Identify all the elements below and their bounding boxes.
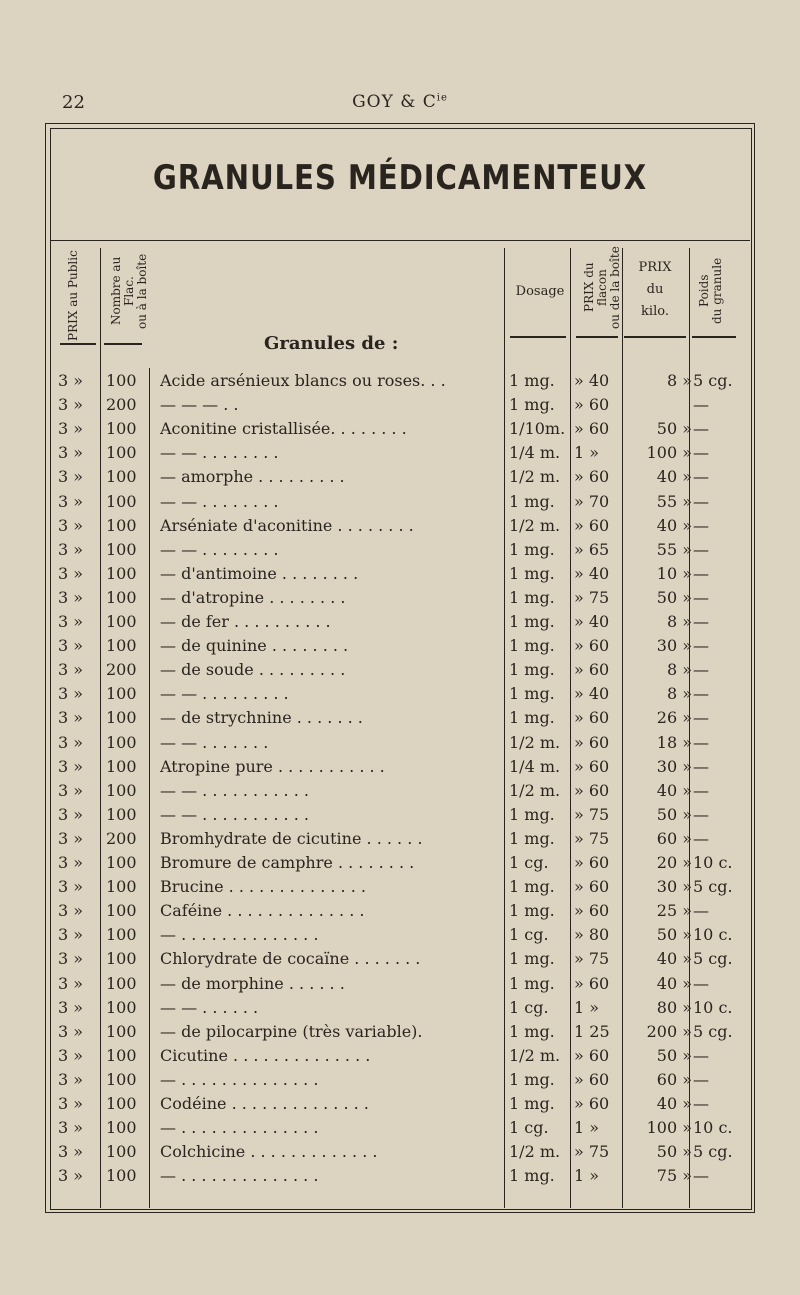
row-granule-name: Bromhydrate de cicutine . . . . . . (160, 828, 423, 848)
row-prix-public: 3 » (58, 491, 84, 511)
table-row (50, 489, 750, 513)
row-nombre: 100 (106, 1069, 137, 1089)
row-poids: 5 cg. (693, 371, 733, 390)
row-poids: — (693, 515, 709, 535)
row-prix-public: 3 » (58, 973, 84, 993)
row-prix-kilo: 30 » (656, 636, 692, 656)
row-nombre: 100 (106, 804, 137, 824)
row-prix-kilo: 18 » (656, 732, 692, 752)
row-nombre: 100 (106, 491, 137, 511)
row-prix-flacon: » 75 (574, 587, 610, 607)
row-prix-flacon: » 60 (574, 1094, 610, 1113)
header-underline (104, 343, 142, 345)
row-prix-flacon: » 60 (574, 419, 610, 439)
row-granule-name: — — . . . . . . . . (160, 491, 279, 511)
row-dosage: 1 mg. (509, 973, 555, 993)
row-prix-kilo: 40 » (656, 780, 692, 800)
row-poids: — (693, 467, 709, 487)
row-prix-public: 3 » (58, 756, 84, 776)
row-poids: 10 c. (693, 997, 733, 1017)
page-number: 22 (62, 92, 85, 113)
row-poids: 10 c. (693, 853, 733, 872)
table-row (50, 946, 750, 970)
row-granule-name: — — . . . . . . . . (160, 539, 279, 559)
col-header-prix-public: PRIX au Public (66, 250, 80, 342)
row-prix-flacon: » 60 (574, 877, 610, 897)
row-prix-public: 3 » (58, 853, 84, 872)
row-dosage: 1 mg. (509, 587, 555, 607)
table-row (50, 368, 750, 392)
row-granule-name: Caféine . . . . . . . . . . . . . . (160, 901, 365, 921)
table-row (50, 1091, 750, 1115)
row-poids: — (693, 1094, 709, 1113)
row-prix-kilo: 80 » (656, 997, 692, 1017)
row-prix-kilo: 40 » (656, 467, 692, 487)
col-header-prix-flacon: PRIX du flacon ou de la boîte (582, 246, 622, 329)
row-granule-name: Bromure de camphre . . . . . . . . (160, 853, 415, 872)
row-prix-public: 3 » (58, 925, 84, 945)
row-dosage: 1/2 m. (509, 732, 561, 752)
row-dosage: 1 mg. (509, 371, 555, 390)
header-top-rule (50, 240, 750, 241)
row-prix-kilo: 100 » (646, 1118, 692, 1138)
row-poids: — (693, 756, 709, 776)
row-prix-public: 3 » (58, 443, 84, 463)
row-granule-name: Colchicine . . . . . . . . . . . . . (160, 1142, 378, 1162)
row-prix-kilo: 8 » (666, 371, 692, 390)
row-prix-public: 3 » (58, 804, 84, 824)
table-row (50, 995, 750, 1019)
row-poids: — (693, 612, 709, 631)
row-prix-kilo: 50 » (656, 1142, 692, 1162)
row-dosage: 1 mg. (509, 828, 555, 848)
row-prix-flacon: » 75 (574, 1142, 610, 1162)
row-prix-kilo: 75 » (656, 1166, 692, 1186)
table-row (50, 754, 750, 778)
row-prix-public: 3 » (58, 587, 84, 607)
row-nombre: 100 (106, 901, 137, 921)
row-dosage: 1 mg. (509, 636, 555, 656)
row-poids: — (693, 804, 709, 824)
row-prix-flacon: » 75 (574, 804, 610, 824)
row-dosage: 1 mg. (509, 1094, 555, 1113)
row-poids: — (693, 684, 709, 704)
row-prix-flacon: » 60 (574, 515, 610, 535)
row-nombre: 100 (106, 1094, 137, 1113)
row-granule-name: — de quinine . . . . . . . . (160, 636, 349, 656)
row-granule-name: Acide arsénieux blancs ou roses. . . (160, 371, 446, 390)
row-dosage: 1/2 m. (509, 467, 561, 487)
row-nombre: 100 (106, 973, 137, 993)
row-prix-kilo: 50 » (656, 1045, 692, 1065)
row-poids: — (693, 973, 709, 993)
header-underline (60, 343, 96, 345)
row-granule-name: — d'atropine . . . . . . . . (160, 587, 346, 607)
table-row (50, 1043, 750, 1067)
row-granule-name: — — . . . . . . . . (160, 443, 279, 463)
row-poids: — (693, 901, 709, 921)
row-prix-kilo: 40 » (656, 949, 692, 969)
row-nombre: 100 (106, 949, 137, 969)
row-prix-public: 3 » (58, 1094, 84, 1113)
row-prix-public: 3 » (58, 1021, 84, 1041)
row-prix-kilo: 20 » (656, 853, 692, 872)
row-prix-flacon: » 60 (574, 660, 610, 680)
row-prix-kilo: 8 » (666, 660, 692, 680)
row-dosage: 1 mg. (509, 539, 555, 559)
row-prix-public: 3 » (58, 1069, 84, 1089)
row-dosage: 1 cg. (509, 1118, 549, 1138)
row-dosage: 1/2 m. (509, 1142, 561, 1162)
row-nombre: 100 (106, 467, 137, 487)
row-prix-flacon: » 60 (574, 973, 610, 993)
row-nombre: 100 (106, 684, 137, 704)
row-prix-kilo: 60 » (656, 1069, 692, 1089)
row-prix-kilo: 50 » (656, 419, 692, 439)
row-granule-name: — de pilocarpine (très variable). (160, 1021, 423, 1041)
row-granule-name: — — . . . . . . . (160, 732, 269, 752)
row-poids: — (693, 780, 709, 800)
row-dosage: 1 cg. (509, 925, 549, 945)
row-prix-kilo: 10 » (656, 563, 692, 583)
row-prix-kilo: 26 » (656, 708, 692, 728)
row-prix-kilo: 30 » (656, 756, 692, 776)
row-prix-flacon: » 75 (574, 828, 610, 848)
row-poids: — (693, 1045, 709, 1065)
row-granule-name: — de strychnine . . . . . . . (160, 708, 363, 728)
page-title: GRANULES MÉDICAMENTEUX (152, 158, 648, 198)
row-prix-kilo: 8 » (666, 684, 692, 704)
row-granule-name: Atropine pure . . . . . . . . . . . (160, 756, 385, 776)
row-prix-kilo: 40 » (656, 973, 692, 993)
row-dosage: 1 mg. (509, 491, 555, 511)
row-poids: 5 cg. (693, 1021, 733, 1041)
row-prix-kilo: 200 » (646, 1021, 692, 1041)
row-granule-name: — . . . . . . . . . . . . . . (160, 1069, 319, 1089)
row-dosage: 1 mg. (509, 1166, 555, 1186)
row-nombre: 100 (106, 1166, 137, 1186)
row-prix-kilo: 50 » (656, 804, 692, 824)
row-prix-public: 3 » (58, 828, 84, 848)
publisher-name: GOY & $C^{ie}$ (352, 92, 448, 112)
row-poids: 5 cg. (693, 949, 733, 969)
row-poids: 5 cg. (693, 877, 733, 897)
row-prix-kilo: 8 » (666, 612, 692, 631)
table-row (50, 657, 750, 681)
row-prix-public: 3 » (58, 371, 84, 390)
table-row (50, 1115, 750, 1139)
row-prix-flacon: » 60 (574, 1045, 610, 1065)
table-row (50, 1139, 750, 1163)
row-nombre: 100 (106, 612, 137, 631)
row-granule-name: — de soude . . . . . . . . . (160, 660, 346, 680)
row-dosage: 1 cg. (509, 997, 549, 1017)
row-prix-public: 3 » (58, 949, 84, 969)
row-dosage: 1/4 m. (509, 443, 561, 463)
row-granule-name: Brucine . . . . . . . . . . . . . . (160, 877, 366, 897)
header-underline (692, 336, 736, 338)
row-prix-flacon: » 40 (574, 612, 610, 631)
row-dosage: 1/10m. (509, 419, 566, 439)
row-prix-kilo: 50 » (656, 587, 692, 607)
row-dosage: 1 mg. (509, 660, 555, 680)
row-nombre: 100 (106, 443, 137, 463)
row-nombre: 100 (106, 1021, 137, 1041)
row-prix-public: 3 » (58, 467, 84, 487)
row-prix-kilo: 30 » (656, 877, 692, 897)
header-underline (576, 336, 618, 338)
row-poids: — (693, 395, 709, 415)
table-row (50, 730, 750, 754)
row-prix-flacon: » 40 (574, 371, 610, 390)
row-granule-name: Aconitine cristallisée. . . . . . . . (160, 419, 407, 439)
row-prix-public: 3 » (58, 395, 84, 415)
row-granule-name: — — . . . . . . . . . . . (160, 804, 309, 824)
row-nombre: 100 (106, 1045, 137, 1065)
table-row (50, 778, 750, 802)
row-prix-flacon: » 60 (574, 780, 610, 800)
table-row (50, 513, 750, 537)
header-underline (624, 336, 686, 338)
row-prix-flacon: » 60 (574, 732, 610, 752)
row-granule-name: Codéine . . . . . . . . . . . . . . (160, 1094, 369, 1113)
row-poids: — (693, 443, 709, 463)
row-poids: — (693, 708, 709, 728)
row-prix-flacon: » 60 (574, 901, 610, 921)
table-row (50, 585, 750, 609)
row-prix-public: 3 » (58, 997, 84, 1017)
row-granule-name: Chlorydrate de cocaïne . . . . . . . (160, 949, 421, 969)
col-header-poids: Poids du granule (697, 257, 724, 325)
row-prix-public: 3 » (58, 1045, 84, 1065)
row-poids: — (693, 660, 709, 680)
row-prix-kilo: 55 » (656, 491, 692, 511)
row-prix-flacon: » 60 (574, 636, 610, 656)
row-prix-flacon: » 65 (574, 539, 610, 559)
row-prix-public: 3 » (58, 901, 84, 921)
row-dosage: 1 mg. (509, 563, 555, 583)
granules-de-heading: Granules de : (264, 333, 399, 354)
row-granule-name: — — . . . . . . . . . (160, 684, 289, 704)
row-poids: — (693, 419, 709, 439)
row-prix-flacon: 1 » (574, 1166, 600, 1186)
row-poids: — (693, 1166, 709, 1186)
row-prix-flacon: » 60 (574, 708, 610, 728)
row-prix-kilo: 100 » (646, 443, 692, 463)
row-prix-public: 3 » (58, 660, 84, 680)
row-nombre: 200 (106, 660, 137, 680)
row-nombre: 100 (106, 925, 137, 945)
row-dosage: 1/2 m. (509, 1045, 561, 1065)
row-poids: — (693, 636, 709, 656)
table-row (50, 922, 750, 946)
row-nombre: 100 (106, 732, 137, 752)
row-granule-name: Cicutine . . . . . . . . . . . . . . (160, 1045, 371, 1065)
row-poids: — (693, 539, 709, 559)
row-granule-name: — — . . . . . . . . . . . (160, 780, 309, 800)
row-dosage: 1 mg. (509, 1021, 555, 1041)
row-prix-flacon: » 75 (574, 949, 610, 969)
row-prix-kilo: 55 » (656, 539, 692, 559)
row-prix-flacon: » 60 (574, 1069, 610, 1089)
row-prix-public: 3 » (58, 636, 84, 656)
table-row (50, 537, 750, 561)
row-prix-public: 3 » (58, 732, 84, 752)
row-poids: — (693, 563, 709, 583)
table-row (50, 392, 750, 416)
row-granule-name: — de fer . . . . . . . . . . (160, 612, 331, 631)
row-prix-flacon: 1 » (574, 997, 600, 1017)
row-prix-public: 3 » (58, 1142, 84, 1162)
table-row (50, 874, 750, 898)
row-prix-public: 3 » (58, 539, 84, 559)
row-prix-public: 3 » (58, 684, 84, 704)
row-prix-public: 3 » (58, 780, 84, 800)
table-row (50, 681, 750, 705)
row-poids: — (693, 828, 709, 848)
table-row (50, 971, 750, 995)
row-prix-flacon: » 60 (574, 395, 610, 415)
row-prix-flacon: » 70 (574, 491, 610, 511)
header-underline (510, 336, 566, 338)
col-header-dosage: Dosage (515, 284, 565, 299)
row-prix-public: 3 » (58, 1166, 84, 1186)
row-prix-public: 3 » (58, 1118, 84, 1138)
row-prix-flacon: » 40 (574, 563, 610, 583)
table-row (50, 898, 750, 922)
row-nombre: 100 (106, 636, 137, 656)
row-dosage: 1/2 m. (509, 780, 561, 800)
row-prix-flacon: » 60 (574, 467, 610, 487)
row-dosage: 1 mg. (509, 395, 555, 415)
row-granule-name: — . . . . . . . . . . . . . . (160, 1118, 319, 1138)
row-prix-kilo: 40 » (656, 515, 692, 535)
row-dosage: 1 mg. (509, 804, 555, 824)
row-granule-name: — amorphe . . . . . . . . . (160, 467, 345, 487)
row-dosage: 1/4 m. (509, 756, 561, 776)
table-row (50, 609, 750, 633)
table-row (50, 416, 750, 440)
row-dosage: 1 mg. (509, 877, 555, 897)
row-prix-kilo: 25 » (656, 901, 692, 921)
row-poids: 5 cg. (693, 1142, 733, 1162)
row-nombre: 100 (106, 877, 137, 897)
table-row (50, 826, 750, 850)
row-nombre: 100 (106, 563, 137, 583)
row-granule-name: — . . . . . . . . . . . . . . (160, 1166, 319, 1186)
row-dosage: 1/2 m. (509, 515, 561, 535)
row-dosage: 1 mg. (509, 612, 555, 631)
table-row (50, 1019, 750, 1043)
col-header-nombre: Nombre au Flac. ou à la boîte (109, 253, 149, 329)
table-row (50, 1067, 750, 1091)
row-nombre: 100 (106, 997, 137, 1017)
row-granule-name: — de morphine . . . . . . (160, 973, 345, 993)
row-prix-public: 3 » (58, 877, 84, 897)
row-dosage: 1 mg. (509, 949, 555, 969)
row-nombre: 100 (106, 1142, 137, 1162)
row-granule-name: — — — . . (160, 395, 239, 415)
row-prix-flacon: » 60 (574, 756, 610, 776)
row-prix-flacon: » 80 (574, 925, 610, 945)
row-poids: 10 c. (693, 925, 733, 945)
col-header-prix-kilo: PRIX du kilo. (638, 260, 672, 319)
page-header (0, 92, 800, 118)
row-nombre: 200 (106, 828, 137, 848)
row-nombre: 100 (106, 419, 137, 439)
row-prix-public: 3 » (58, 515, 84, 535)
row-prix-public: 3 » (58, 708, 84, 728)
row-nombre: 100 (106, 539, 137, 559)
row-prix-kilo: 40 » (656, 1094, 692, 1113)
row-prix-kilo: 50 » (656, 925, 692, 945)
row-dosage: 1 mg. (509, 684, 555, 704)
row-prix-kilo: 60 » (656, 828, 692, 848)
table-row (50, 802, 750, 826)
table-row (50, 850, 750, 874)
row-poids: — (693, 587, 709, 607)
row-granule-name: Arséniate d'aconitine . . . . . . . . (160, 515, 414, 535)
row-prix-public: 3 » (58, 419, 84, 439)
row-nombre: 100 (106, 780, 137, 800)
row-poids: — (693, 491, 709, 511)
table-row (50, 1163, 750, 1187)
row-dosage: 1 mg. (509, 708, 555, 728)
row-poids: — (693, 732, 709, 752)
row-nombre: 100 (106, 756, 137, 776)
row-nombre: 100 (106, 853, 137, 872)
row-granule-name: — . . . . . . . . . . . . . . (160, 925, 319, 945)
table-row (50, 464, 750, 488)
row-prix-flacon: 1 25 (574, 1021, 610, 1041)
row-prix-flacon: 1 » (574, 1118, 600, 1138)
row-nombre: 200 (106, 395, 137, 415)
row-nombre: 100 (106, 371, 137, 390)
row-granule-name: — — . . . . . . (160, 997, 259, 1017)
row-prix-flacon: » 40 (574, 684, 610, 704)
row-nombre: 100 (106, 515, 137, 535)
row-dosage: 1 mg. (509, 1069, 555, 1089)
row-poids: 10 c. (693, 1118, 733, 1138)
row-granule-name: — d'antimoine . . . . . . . . (160, 563, 359, 583)
row-nombre: 100 (106, 587, 137, 607)
row-poids: — (693, 1069, 709, 1089)
row-dosage: 1 mg. (509, 901, 555, 921)
row-prix-flacon: » 60 (574, 853, 610, 872)
row-nombre: 100 (106, 1118, 137, 1138)
table-row (50, 440, 750, 464)
table-row (50, 633, 750, 657)
row-prix-public: 3 » (58, 612, 84, 631)
row-dosage: 1 cg. (509, 853, 549, 872)
table-row (50, 561, 750, 585)
row-prix-flacon: 1 » (574, 443, 600, 463)
row-prix-public: 3 » (58, 563, 84, 583)
table-row (50, 705, 750, 729)
row-nombre: 100 (106, 708, 137, 728)
